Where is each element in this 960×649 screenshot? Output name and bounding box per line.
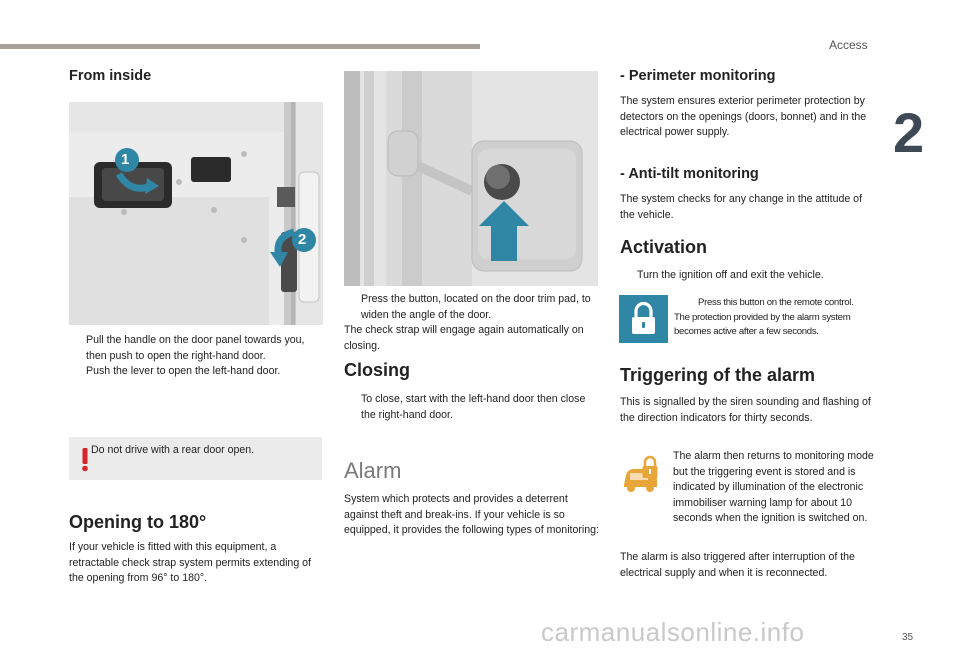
heading-perimeter: - Perimeter monitoring — [620, 68, 776, 84]
inside-steps — [69, 333, 324, 380]
warning-box — [69, 437, 322, 480]
immobiliser-warning-icon — [620, 455, 664, 495]
antitilt-text: The system checks for any change in the attitude of the vehicle. — [620, 193, 863, 221]
door-button-text — [344, 292, 600, 354]
heading-from-inside: From inside — [69, 68, 152, 84]
trigger-note: The alarm then returns to monitoring mode but the triggering event is stored and is indicated by illumination of the electronic immobiliser warning lamp for about 10 seconds when the ignition is switched on. — [673, 450, 874, 524]
exclamation-icon — [81, 446, 89, 472]
trigger-text-2: The alarm is also triggered after interruption of the electrical supply and when it is reconnected. — [620, 551, 855, 579]
step-item: Press this button on the remote control. — [698, 297, 854, 308]
step-item: Pull the handle on the door panel towards you, then push to open the right-hand door. — [86, 334, 305, 362]
step-item: Turn the ignition off and exit the vehicle. — [637, 269, 824, 281]
remote-control-text — [674, 296, 880, 340]
chapter-number: 2 — [893, 101, 925, 164]
heading-opening-180: Opening to 180° — [69, 512, 207, 532]
heading-alarm: Alarm — [344, 458, 402, 483]
step-item: Press the button, located on the door trim pad, to widen the angle of the door. — [361, 293, 591, 321]
remote-note: The protection provided by the alarm system becomes active after a few seconds. — [674, 311, 851, 337]
padlock-icon — [619, 295, 668, 343]
remote-lock-button-image — [619, 295, 668, 343]
callout-1: 1 — [121, 151, 130, 168]
step-item: Push the lever to open the left-hand door. — [86, 365, 281, 377]
section-name: Access — [829, 38, 868, 52]
warning-text: Do not drive with a rear door open. — [91, 444, 255, 456]
alarm-intro-text: System which protects and provides a deterrent against theft and break-ins. If your vehicle is so equipped, it provides the following types of monitoring: — [344, 493, 599, 536]
heading-triggering: Triggering of the alarm — [620, 365, 816, 385]
heading-antitilt: - Anti-tilt monitoring — [620, 166, 759, 182]
callout-2: 2 — [298, 231, 307, 248]
header-rule — [0, 44, 480, 49]
opening-180-text: If your vehicle is fitted with this equipment, a retractable check strap system permits extending of the opening from 96° to 180°. — [69, 541, 311, 584]
closing-steps — [344, 392, 600, 423]
door-button-illustration — [344, 71, 598, 286]
heading-activation: Activation — [620, 237, 708, 257]
page-number: 35 — [902, 632, 914, 643]
perimeter-text: The system ensures exterior perimeter protection by detectors on the openings (doors, bonnet) and in the electrical power supply. — [620, 95, 867, 138]
heading-closing: Closing — [344, 360, 410, 380]
door-handle-illustration — [69, 102, 323, 325]
trigger-text: This is signalled by the siren sounding and flashing of the direction indicators for thirty seconds. — [620, 396, 871, 424]
step-item: To close, start with the left-hand door then close the right-hand door. — [361, 393, 586, 421]
step-note: The check strap will engage again automatically on closing. — [344, 324, 584, 352]
watermark: carmanualsonline.info — [541, 617, 805, 647]
activation-steps — [620, 268, 878, 284]
